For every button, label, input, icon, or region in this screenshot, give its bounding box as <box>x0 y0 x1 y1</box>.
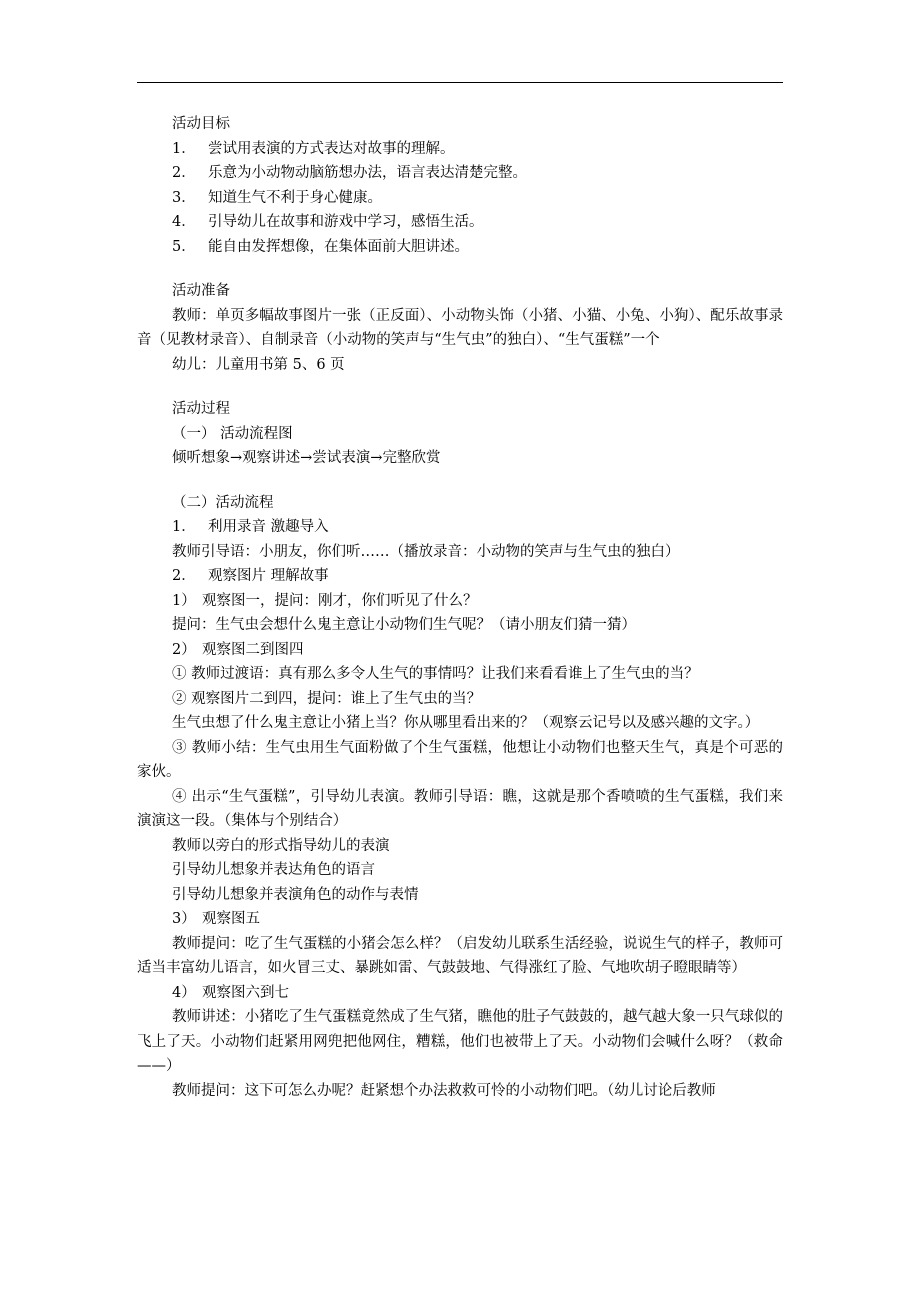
goal-item: 2． 乐意为小动物动脑筋想办法，语言表达清楚完整。 <box>172 165 527 181</box>
guide-line: 引导幼儿想象并表达角色的语言 <box>172 862 375 878</box>
flow-chart-text: 倾听想象→观察讲述→尝试表演→完整欣赏 <box>172 450 441 466</box>
guide-line: 教师以旁白的形式指导幼儿的表演 <box>172 837 390 854</box>
part1-heading: （一） 活动流程图 <box>172 425 293 442</box>
part2-heading: （二）活动流程 <box>172 494 274 511</box>
substep-3: 3） 观察图五 <box>172 911 260 927</box>
prep-teacher: 教师：单页多幅故事图片一张（正反面）、小动物头饰（小猪、小猫、小兔、小狗）、配乐故事录音（见教材录音）、自制录音（小动物的笑声与“生气虫”的独白）、“生气蛋糕”一个 <box>137 307 783 348</box>
goals-heading: 活动目标 <box>172 116 230 132</box>
substep-2: 2） 观察图二到图四 <box>172 641 304 658</box>
prep-child: 幼儿：儿童用书第 5、6 页 <box>172 356 345 373</box>
circle-item-2-text: 生气虫想了什么鬼主意让小猪上当？你从哪里看出来的？（观察云记号以及感兴趣的文字。） <box>172 715 760 731</box>
header-rule <box>137 82 783 83</box>
step-2: 2． 观察图片 理解故事 <box>172 568 329 584</box>
guide-line: 引导幼儿想象并表演角色的动作与表情 <box>172 886 419 903</box>
substep-1-question: 提问：生气虫会想什么鬼主意让小动物们生气呢？（请小朋友们猜一猜） <box>172 617 636 633</box>
goal-item: 1． 尝试用表演的方式表达对故事的理解。 <box>172 140 455 157</box>
circle-item-4: ④ 出示“生气蛋糕”，引导幼儿表演。教师引导语：瞧，这就是那个香喷喷的生气蛋糕，我们来演演这一段。（集体与个别结合） <box>137 788 783 829</box>
substep-4-text: 教师讲述：小猪吃了生气蛋糕竟然成了生气猪，瞧他的肚子气鼓鼓的，越气越大象一只气球似的飞上了天。小动物们赶紧用网兜把他网住，糟糕，他们也被带上了天。小动物们会喊什么呀？（救命——） <box>137 1009 783 1074</box>
goal-item: 4． 引导幼儿在故事和游戏中学习，感悟生活。 <box>172 214 484 230</box>
step-1-text: 教师引导语：小朋友，你们听……（播放录音：小动物的笑声与生气虫的独白） <box>172 543 680 560</box>
prep-heading: 活动准备 <box>172 283 230 299</box>
process-heading: 活动过程 <box>172 401 230 417</box>
substep-4: 4） 观察图六到七 <box>172 984 289 1001</box>
step-1: 1． 利用录音 激趣导入 <box>172 519 329 535</box>
goal-item: 3． 知道生气不利于身心健康。 <box>172 189 382 206</box>
circle-item-1: ① 教师过渡语：真有那么多令人生气的事情吗？让我们来看看谁上了生气虫的当？ <box>172 666 699 682</box>
substep-1: 1） 观察图一，提问：刚才，你们听见了什么？ <box>172 592 478 609</box>
document-body <box>137 112 783 1103</box>
substep-3-text: 教师提问：吃了生气蛋糕的小猪会怎么样？（启发幼儿联系生活经验，说说生气的样子，教师可适当丰富幼儿语言，如火冒三丈、暴跳如雷、气鼓鼓地、气得涨红了脸、气地吹胡子瞪眼睛等） <box>137 935 783 976</box>
substep-4-question: 教师提问：这下可怎么办呢？赶紧想个办法救救可怜的小动物们吧。（幼儿讨论后教师 <box>172 1082 716 1099</box>
goal-item: 5． 能自由发挥想像，在集体面前大胆讲述。 <box>172 238 469 255</box>
circle-item-3: ③ 教师小结：生气虫用生气面粉做了个生气蛋糕，他想让小动物们也整天生气，真是个可恶的家伙。 <box>137 739 783 780</box>
circle-item-2: ② 观察图片二到四，提问：谁上了生气虫的当？ <box>172 690 482 707</box>
